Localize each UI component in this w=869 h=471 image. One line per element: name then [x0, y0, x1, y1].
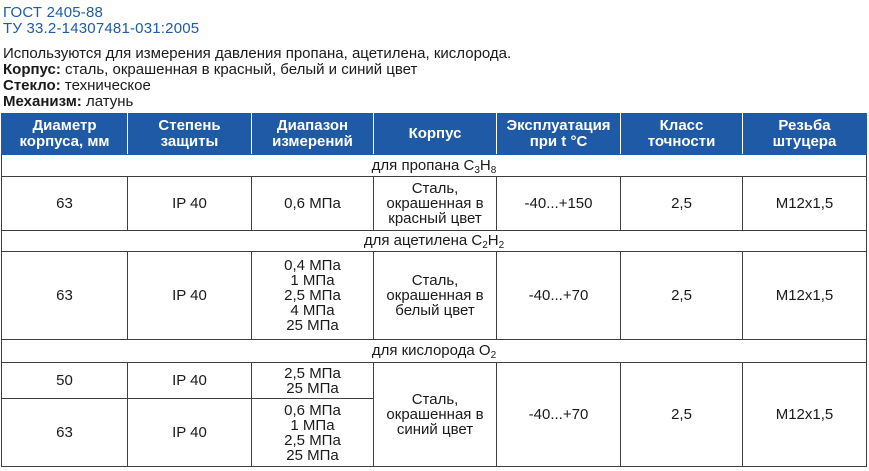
body-material-label: Корпус: [3, 61, 61, 78]
column-header: Эксплуатация при t °С [497, 114, 621, 155]
mechanism-label: Механизм: [3, 93, 82, 110]
body-cell: Сталь, окрашенная в красный цвет [374, 177, 497, 231]
tu-standard: ТУ 33.2-14307481-031:2005 [3, 20, 200, 37]
range-cell: 2,5 МПа 25 МПа [252, 363, 374, 399]
section-row-acetylene [2, 231, 867, 252]
thread-cell: М12х1,5 [743, 363, 867, 467]
column-header: Корпус [374, 114, 497, 155]
protection-cell: IP 40 [128, 252, 252, 340]
column-header: Диаметр корпуса, мм [2, 114, 128, 155]
body-material-value: сталь, окрашенная в красный, белый и синий цвет [60, 61, 418, 78]
glass-line [3, 78, 151, 94]
column-header: Диапазон измерений [252, 114, 374, 155]
body-material-line [3, 62, 417, 78]
table-row [2, 252, 867, 340]
section-label-acetylene: для ацетилена $С_2Н_2$ [2, 231, 867, 252]
section-row-propane [2, 155, 867, 177]
temperature-cell: -40...+70 [497, 252, 621, 340]
protection-cell: IP 40 [128, 177, 252, 231]
body-cell: Сталь, окрашенная в белый цвет [374, 252, 497, 340]
table-header-row [2, 114, 867, 155]
temperature-cell: -40...+70 [497, 363, 621, 467]
protection-cell: IP 40 [128, 363, 252, 399]
glass-label: Стекло: [3, 77, 61, 94]
section-label-propane: для пропана $С_3Н_8$ [2, 155, 867, 177]
gauges-spec-table [1, 113, 867, 467]
thread-cell: М12х1,5 [743, 252, 867, 340]
mechanism-line [3, 94, 133, 110]
diameter-cell: 63 [2, 399, 128, 467]
range-cell: 0,6 МПа 1 МПа 2,5 МПа 25 МПа [252, 399, 374, 467]
body-cell: Сталь, окрашенная в синий цвет [374, 363, 497, 467]
accuracy-cell: 2,5 [621, 363, 743, 467]
accuracy-cell: 2,5 [621, 177, 743, 231]
accuracy-cell: 2,5 [621, 252, 743, 340]
usage-description: Используются для измерения давления пропана, ацетилена, кислорода. [3, 45, 512, 62]
range-cell: 0,4 МПа 1 МПа 2,5 МПа 4 МПа 25 МПа [252, 252, 374, 340]
protection-cell: IP 40 [128, 399, 252, 467]
diameter-cell: 50 [2, 363, 128, 399]
section-label-oxygen: для кислорода $О_2$ [2, 340, 867, 363]
table-row [2, 177, 867, 231]
column-header: Класс точности [621, 114, 743, 155]
diameter-cell: 63 [2, 177, 128, 231]
range-cell: 0,6 МПа [252, 177, 374, 231]
mechanism-value: латунь [81, 93, 134, 110]
glass-value: техническое [60, 77, 151, 94]
gost-standard: ГОСТ 2405-88 [3, 4, 104, 21]
temperature-cell: -40...+150 [497, 177, 621, 231]
table-row [2, 363, 867, 399]
diameter-cell: 63 [2, 252, 128, 340]
column-header: Резьба штуцера [743, 114, 867, 155]
column-header: Степень защиты [128, 114, 252, 155]
section-row-oxygen [2, 340, 867, 363]
thread-cell: М12х1,5 [743, 177, 867, 231]
